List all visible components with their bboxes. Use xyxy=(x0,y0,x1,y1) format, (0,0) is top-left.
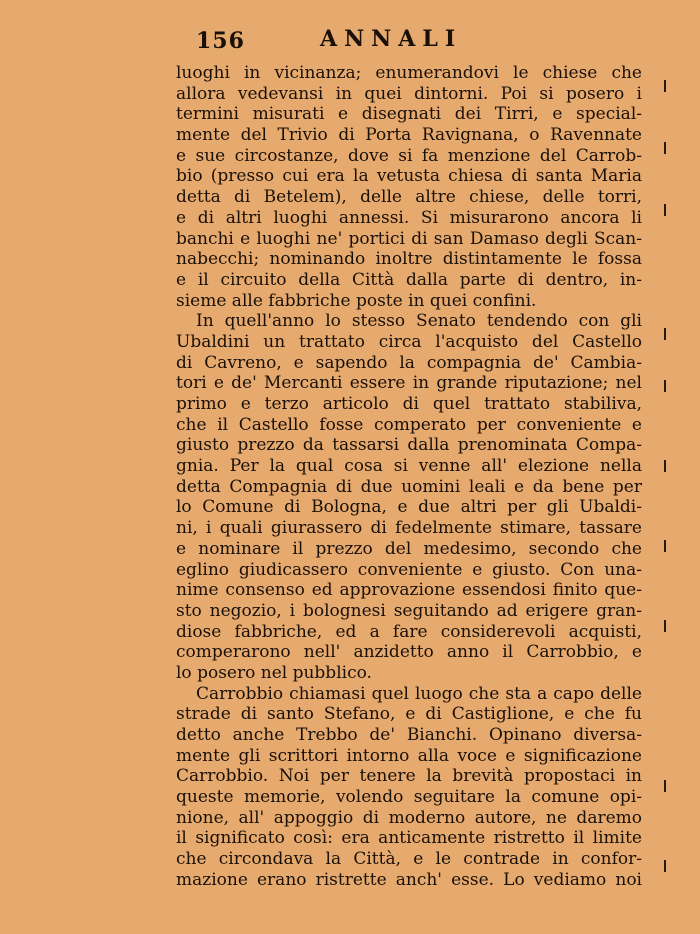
text-line: termini misurati e disegnati dei Tirri, e special- xyxy=(176,104,642,125)
paragraph-3 xyxy=(176,684,642,891)
text-line: banchi e luoghi ne' portici di san Damaso degli Scan- xyxy=(176,228,642,249)
text-line: nabecchi; nominando inoltre distintamente le fossa xyxy=(176,249,642,270)
text-line: Carrobbio. Noi per tenere la brevità propostaci in xyxy=(176,766,642,787)
text-line: In quell'anno lo stesso Senato tendendo con gli xyxy=(196,311,642,332)
text-line: mente gli scrittori intorno alla voce e significazione xyxy=(176,745,642,766)
text-line: ni, i quali giurassero di fedelmente stimare, tassare xyxy=(176,518,642,539)
running-title: ANNALI xyxy=(320,26,463,52)
text-line: bio (presso cui era la vetusta chiesa di santa Maria xyxy=(176,166,642,187)
text-line: di Cavreno, e sapendo la compagnia de' Cambia- xyxy=(176,352,642,373)
text-line: mente del Trivio di Porta Ravignana, o Ravennate xyxy=(176,125,642,146)
text-line: detto anche Trebbo de' Bianchi. Opinano diversa- xyxy=(176,725,642,745)
text-line: nione, all' appoggio di moderno autore, ne daremo xyxy=(176,807,642,828)
margin-mark xyxy=(664,460,666,472)
margin-marks xyxy=(664,80,670,900)
text-line: queste memorie, volendo seguitare la comune opi- xyxy=(176,787,642,808)
margin-mark xyxy=(664,540,666,552)
text-line: detta di Betelem), delle altre chiese, delle torri, xyxy=(176,187,642,208)
margin-mark xyxy=(664,204,666,216)
text-line: e di altri luoghi annessi. Si misurarono ancora li xyxy=(176,207,642,228)
text-line: allora vedevansi in quei dintorni. Poi si posero i xyxy=(176,83,642,104)
paragraph-1 xyxy=(176,63,642,311)
text-line: detta Compagnia di due uomini leali e da bene per xyxy=(176,476,642,497)
text-line: Ubaldini un trattato circa l'acquisto del Castello xyxy=(176,331,642,352)
margin-mark xyxy=(664,620,666,632)
text-line: nime consenso ed approvazione essendosi finito que- xyxy=(176,580,642,601)
text-line: lo posero nel pubblico. xyxy=(176,662,372,683)
text-line: e sue circostanze, dove si fa menzione del Carrob- xyxy=(176,145,642,166)
page-header xyxy=(0,24,700,58)
margin-mark xyxy=(664,780,666,792)
text-line: lo Comune di Bologna, e due altri per gli Ubaldi- xyxy=(176,497,642,518)
text-line: diose fabbriche, ed a fare considerevoli acquisti, xyxy=(176,621,642,642)
margin-mark xyxy=(664,328,666,340)
text-line: primo e terzo articolo di quel trattato stabiliva, xyxy=(176,394,642,414)
margin-mark xyxy=(664,80,666,92)
body-text xyxy=(176,63,642,891)
text-line: che il Castello fosse comperato per conveniente e xyxy=(176,414,642,435)
text-line: tori e de' Mercanti essere in grande riputazione; nel xyxy=(176,373,642,394)
text-line: e il circuito della Città dalla parte di dentro, in- xyxy=(176,269,642,290)
margin-mark xyxy=(664,142,666,154)
text-line: comperarono nell' anzidetto anno il Carrobbio, e xyxy=(176,642,642,663)
text-line: mazione erano ristrette anch' esse. Lo vediamo noi xyxy=(176,869,642,890)
text-line: luoghi in vicinanza; enumerandovi le chiese che xyxy=(176,63,642,83)
text-line: Carrobbio chiamasi quel luogo che sta a capo delle xyxy=(196,683,642,704)
margin-mark xyxy=(664,380,666,392)
text-line: giusto prezzo da tassarsi dalla prenominata Compa- xyxy=(176,435,642,456)
text-line: sto negozio, i bolognesi seguitando ad erigere gran- xyxy=(176,600,642,621)
text-line: e nominare il prezzo del medesimo, secondo che xyxy=(176,538,642,559)
text-line: strade di santo Stefano, e di Castiglione, e che fu xyxy=(176,704,642,725)
page-number: 156 xyxy=(196,28,245,54)
text-line: il significato così: era anticamente ristretto il limite xyxy=(176,828,642,849)
text-line: gnia. Per la qual cosa si venne all' elezione nella xyxy=(176,456,642,477)
text-line: sieme alle fabbriche poste in quei confini. xyxy=(176,290,537,311)
text-line: che circondava la Città, e le contrade in confor- xyxy=(176,849,642,870)
paragraph-2 xyxy=(176,311,642,683)
text-line: eglino giudicassero conveniente e giusto. Con una- xyxy=(176,559,642,580)
margin-mark xyxy=(664,860,666,872)
